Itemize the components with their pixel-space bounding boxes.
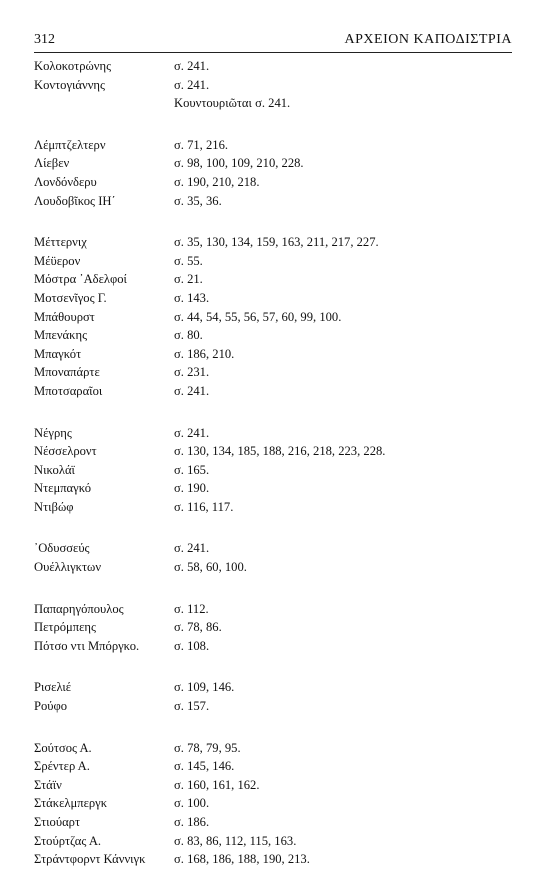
entry-name: Μποναπάρτε: [34, 365, 100, 380]
index-entry: [34, 498, 514, 517]
entry-pages: σ. 231.: [174, 365, 210, 380]
index-group: [34, 57, 514, 113]
entry-pages: σ. 186, 210.: [174, 346, 235, 361]
entry-pages: σ. 160, 161, 162.: [174, 777, 260, 792]
index-entry: [34, 94, 514, 113]
entry-pages: σ. 78, 86.: [174, 620, 222, 635]
entry-pages: σ. 21.: [174, 272, 203, 287]
entry-pages: σ. 116, 117.: [174, 499, 234, 514]
index-entry: [34, 850, 514, 869]
entry-name: Ντεμπαγκό: [34, 481, 92, 496]
index-entry: [34, 76, 514, 95]
entry-pages: σ. 109, 146.: [174, 680, 235, 695]
entry-pages: σ. 186.: [174, 815, 210, 829]
entry-pages: σ. 168, 186, 188, 190, 213.: [174, 852, 310, 867]
entry-name: Λουδοβῖκος ΙΗ΄: [34, 193, 116, 208]
index-entry: [34, 678, 514, 697]
index-entry: [34, 757, 514, 776]
entry-name: Νέσσελροντ: [34, 444, 97, 459]
index-entry: [34, 739, 514, 758]
index-entry: [34, 192, 514, 211]
entry-name: Στράντφορντ Κάννιγκ: [34, 852, 146, 867]
index-entry: [34, 326, 514, 345]
entry-pages: σ. 241.: [174, 59, 210, 73]
entry-pages: σ. 55.: [174, 253, 203, 268]
name-index: [34, 57, 514, 892]
entry-name: Μπάθουρστ: [34, 309, 95, 324]
index-entry: [34, 794, 514, 813]
index-group: [34, 600, 514, 656]
entry-pages: σ. 35, 130, 134, 159, 163, 211, 217, 227.: [174, 235, 379, 250]
index-entry: [34, 270, 514, 289]
index-entry: [34, 252, 514, 271]
entry-name: Λίεβεν: [34, 156, 70, 171]
index-entry: [34, 461, 514, 480]
entry-name: Παπαρηγόπουλος: [34, 601, 124, 616]
entry-name: Πετρόμπεης: [34, 620, 96, 635]
index-group: [34, 739, 514, 869]
index-group: [34, 136, 514, 210]
entry-pages: σ. 241.: [174, 541, 210, 556]
index-entry: [34, 618, 514, 637]
entry-name: Ρισελιέ: [34, 680, 72, 695]
index-entry: [34, 637, 514, 656]
index-entry: [34, 442, 514, 461]
entry-pages: σ. 241.: [174, 77, 210, 92]
entry-pages: σ. 112.: [174, 601, 209, 616]
index-entry: [34, 424, 514, 443]
entry-pages: σ. 190.: [174, 481, 210, 496]
entry-name: Σούτσος Α.: [34, 740, 92, 755]
entry-name: [34, 94, 174, 113]
entry-name: Μποτσαραῖοι: [34, 383, 103, 398]
entry-pages: σ. 145, 146.: [174, 759, 235, 774]
index-entry: [34, 600, 514, 619]
entry-pages: σ. 143.: [174, 290, 210, 305]
entry-pages: σ. 241.: [174, 383, 210, 398]
entry-name: Κολοκοτρώνης: [34, 59, 112, 73]
entry-name: Νικολάϊ: [34, 462, 75, 477]
entry-name: Μόστρα ᾿Αδελφοί: [34, 272, 127, 287]
entry-pages: Κουντουριῶται σ. 241.: [174, 96, 291, 111]
index-entry: [34, 479, 514, 498]
entry-name: Σρέντερ Α.: [34, 759, 90, 774]
entry-name: Μοτσενῖγος Γ.: [34, 290, 107, 305]
entry-pages: σ. 71, 216.: [174, 137, 229, 152]
entry-pages: σ. 241.: [174, 425, 210, 440]
running-title: ΑΡΧΕΙΟΝ ΚΑΠΟΔΙΣΤΡΙΑ: [344, 32, 512, 47]
index-entry: [34, 832, 514, 851]
entry-pages: σ. 58, 60, 100.: [174, 560, 247, 575]
index-entry: [34, 173, 514, 192]
entry-pages: σ. 165.: [174, 462, 210, 477]
index-entry: [34, 154, 514, 173]
index-entry: [34, 558, 514, 577]
index-group: [34, 539, 514, 576]
entry-name: Ρούφο: [34, 699, 68, 714]
page-number: 312: [34, 32, 55, 47]
entry-name: Πότσο ντι Μπόργκο.: [34, 638, 140, 653]
entry-name: Λονδόνδερυ: [34, 174, 97, 189]
entry-pages: σ. 98, 100, 109, 210, 228.: [174, 156, 304, 171]
entry-name: Στάκελμπεργκ: [34, 796, 108, 811]
entry-name: Στιούαρτ: [34, 815, 81, 829]
entry-name: Στούρτζας Α.: [34, 833, 102, 848]
entry-pages: σ. 83, 86, 112, 115, 163.: [174, 833, 297, 848]
entry-pages: σ. 108.: [174, 638, 210, 653]
entry-pages: σ. 35, 36.: [174, 193, 222, 208]
index-entry: [34, 289, 514, 308]
index-entry: [34, 57, 514, 76]
index-entry: [34, 697, 514, 716]
index-entry: [34, 345, 514, 364]
entry-pages: σ. 78, 79, 95.: [174, 740, 241, 755]
index-entry: [34, 382, 514, 401]
entry-pages: σ. 100.: [174, 796, 210, 811]
entry-name: Ντιβώφ: [34, 499, 74, 514]
entry-pages: σ. 44, 54, 55, 56, 57, 60, 99, 100.: [174, 309, 342, 324]
index-entry: [34, 136, 514, 155]
entry-pages: σ. 190, 210, 218.: [174, 174, 260, 189]
index-group: [34, 678, 514, 715]
index-group: [34, 233, 514, 400]
entry-name: Ουέλλιγκτων: [34, 560, 102, 575]
index-entry: [34, 233, 514, 252]
index-entry: [34, 308, 514, 327]
index-entry: [34, 776, 514, 795]
entry-name: Μέϋερον: [34, 253, 81, 268]
entry-name: Μπαγκότ: [34, 346, 82, 361]
index-entry: [34, 363, 514, 382]
entry-pages: σ. 130, 134, 185, 188, 216, 218, 223, 228.: [174, 444, 386, 459]
entry-name: Λέμπτζελτερν: [34, 137, 106, 152]
index-group: [34, 424, 514, 517]
entry-pages: σ. 80.: [174, 328, 203, 343]
entry-name: Κοντογιάννης: [34, 77, 105, 92]
entry-name: ᾿Οδυσσεύς: [34, 541, 90, 556]
index-entry: [34, 813, 514, 832]
entry-name: Νέγρης: [34, 425, 72, 440]
header-rule: [34, 52, 512, 53]
entry-pages: σ. 157.: [174, 699, 210, 714]
entry-name: Μπενάκης: [34, 328, 88, 343]
index-entry: [34, 539, 514, 558]
entry-name: Στάϊν: [34, 777, 62, 792]
entry-name: Μέττερνιχ: [34, 235, 87, 250]
